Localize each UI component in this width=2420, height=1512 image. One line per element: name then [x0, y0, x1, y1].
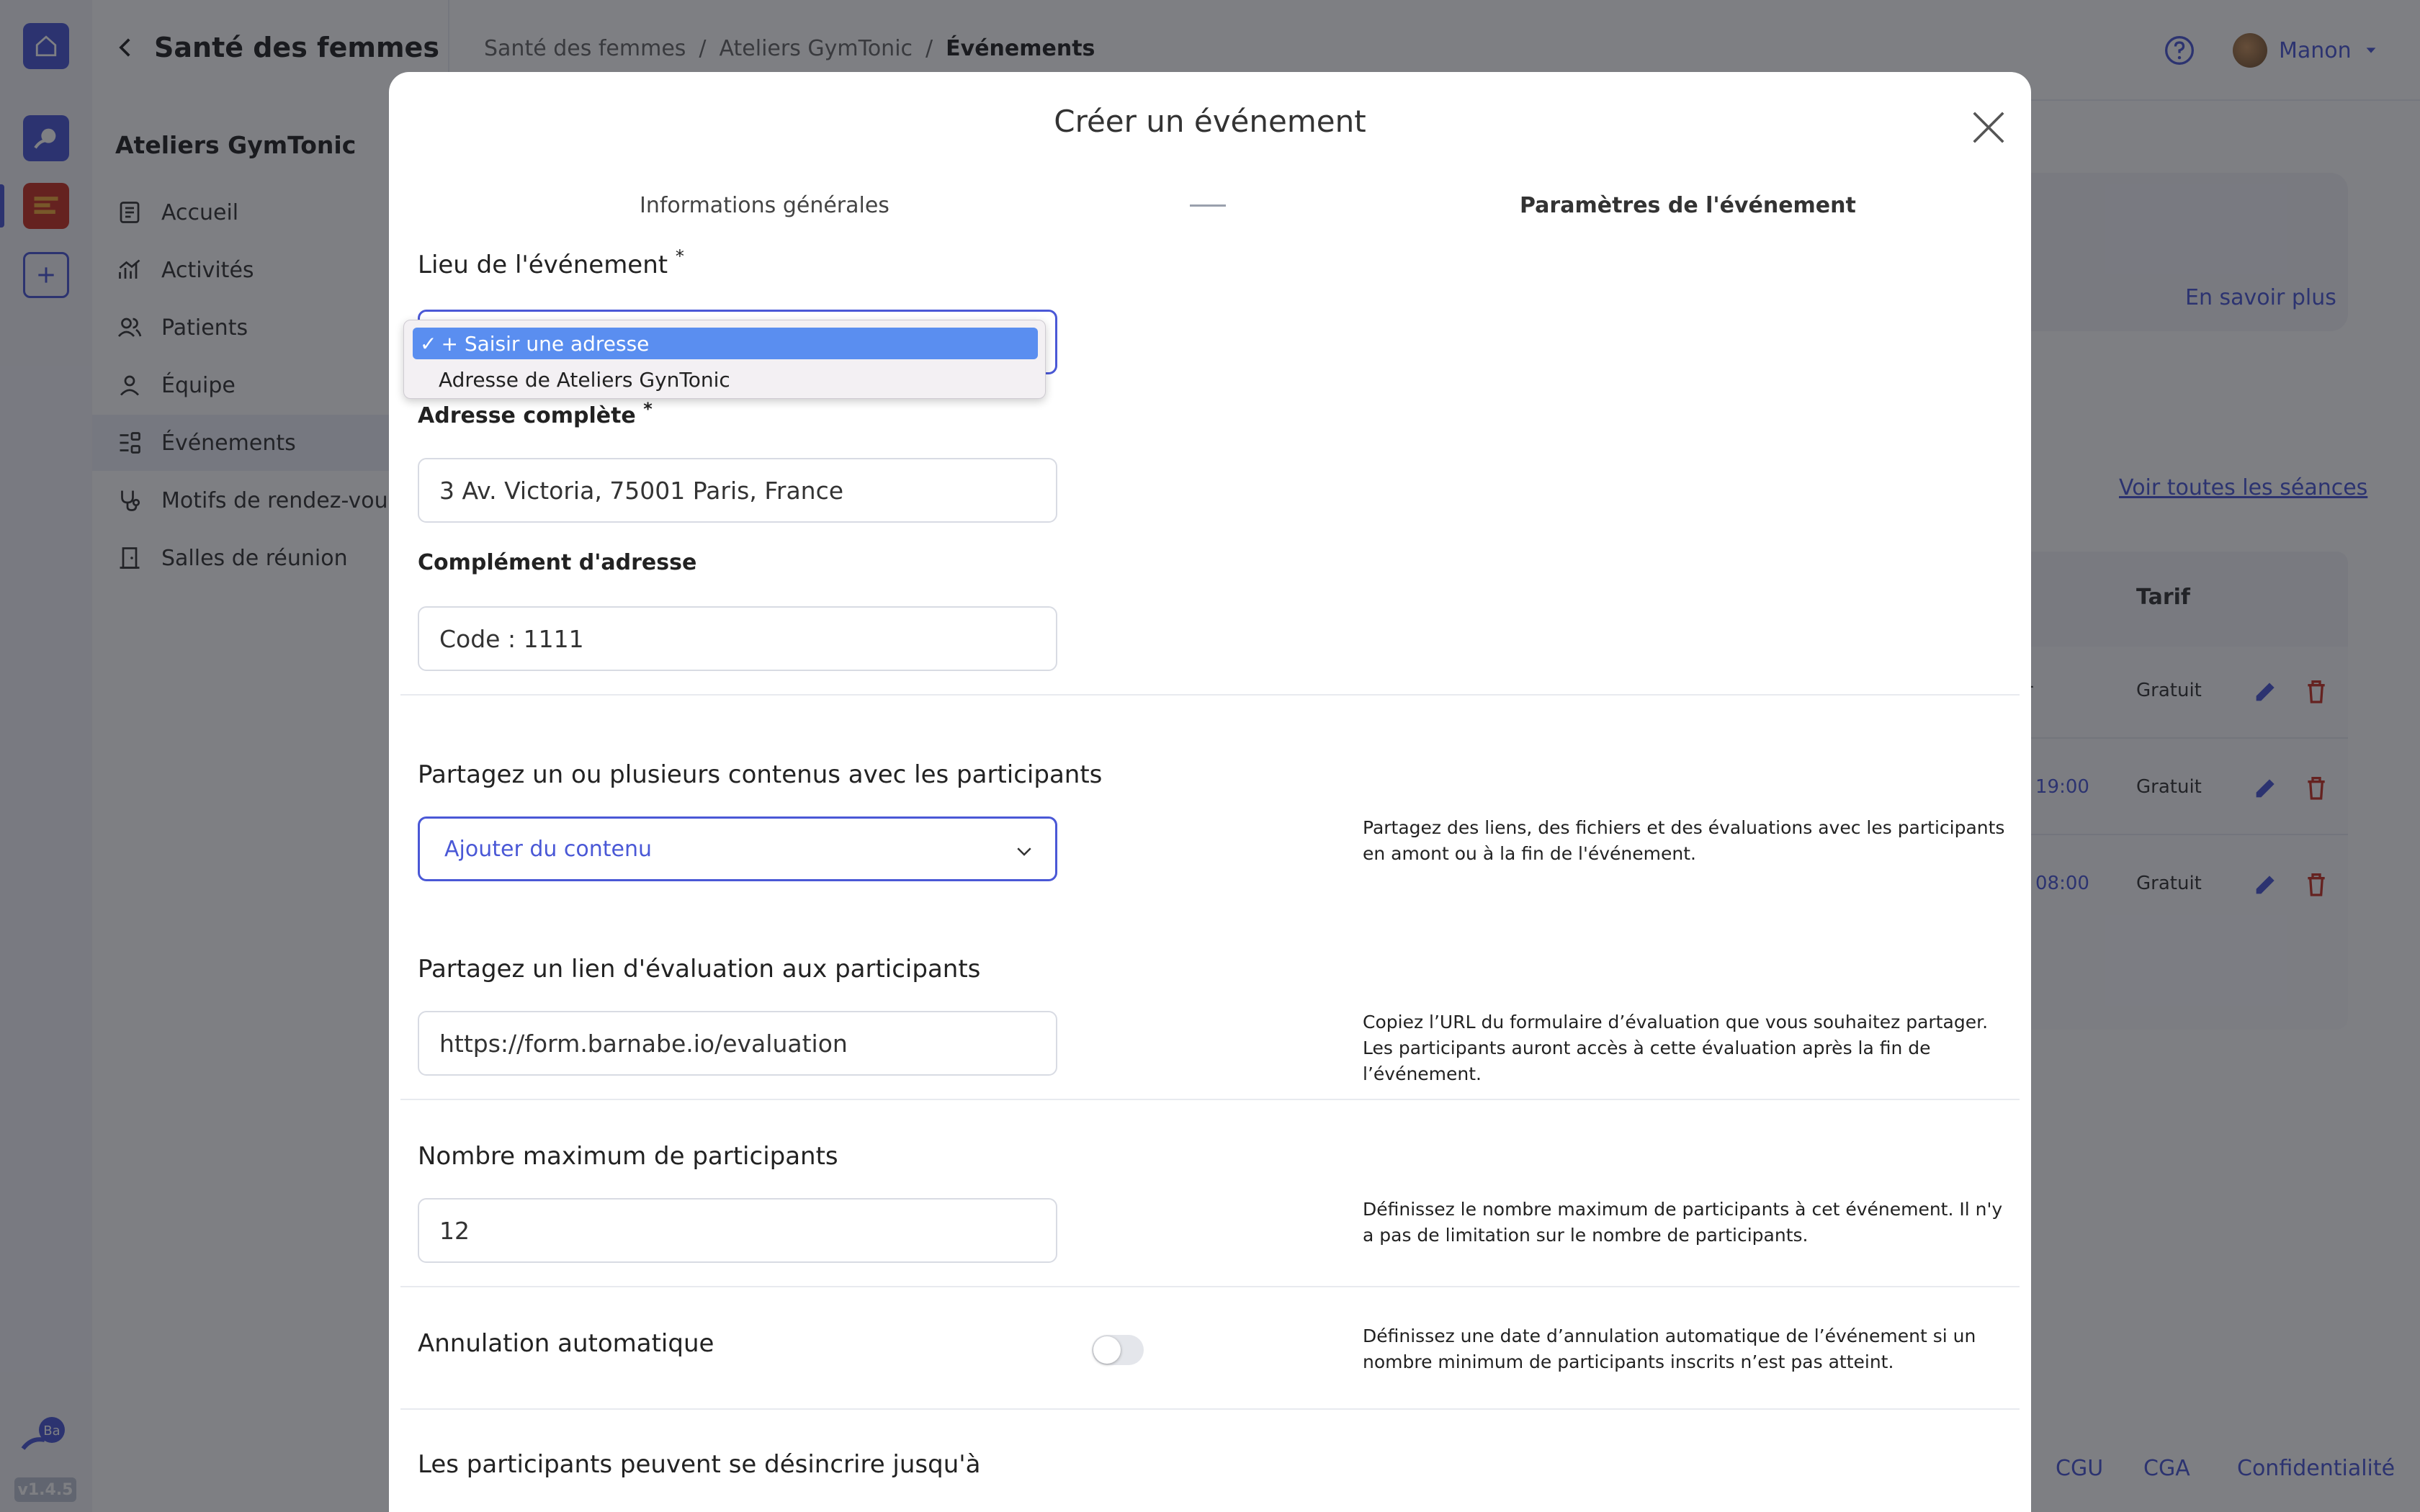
required-mark: * [643, 399, 653, 419]
check-icon: ✓ [420, 331, 437, 356]
auto-cancel-label: Annulation automatique [418, 1329, 714, 1358]
address-label [418, 399, 653, 428]
step-general-info[interactable]: Informations générales [640, 193, 889, 218]
max-participants-input[interactable] [418, 1198, 1057, 1263]
section-divider [400, 694, 2020, 696]
step-separator [1190, 204, 1226, 207]
content-help-text: Partagez des liens, des fichiers et des évaluations avec les participants en amont ou à la fin de l'événement. [1363, 817, 2005, 864]
max-participants-help-text: Définissez le nombre maximum de participants à cet événement. Il n'y a pas de limitation sur le nombre de participants. [1363, 1199, 2003, 1246]
address-complement-input[interactable] [418, 606, 1057, 671]
modal-title: Créer un événement [1054, 104, 1366, 139]
option-label: Adresse de Ateliers GynTonic [439, 367, 730, 392]
add-content-dropdown[interactable] [418, 816, 1057, 881]
section-divider [400, 1286, 2020, 1287]
section-divider [400, 1099, 2020, 1100]
add-content-label: Ajouter du contenu [444, 836, 653, 862]
address-complement-value: Code : 1111 [439, 624, 584, 653]
evaluation-label: Partagez un lien d'évaluation aux participants [418, 955, 981, 984]
auto-cancel-toggle[interactable] [1092, 1335, 1144, 1365]
location-option-enter-address[interactable] [413, 328, 1038, 359]
location-label [418, 246, 684, 279]
unsubscribe-deadline-label: Les participants peuvent se désincrire jusqu'à [418, 1450, 981, 1479]
location-label-text: Lieu de l'événement [418, 251, 668, 279]
address-input[interactable] [418, 458, 1057, 523]
step-event-settings[interactable]: Paramètres de l'événement [1520, 193, 1856, 218]
option-label: + Saisir une adresse [441, 331, 650, 356]
close-icon [1969, 108, 2008, 147]
chevron-down-icon [1013, 840, 1035, 862]
create-event-modal [389, 72, 2031, 1512]
evaluation-url-value: https://form.barnabe.io/evaluation [439, 1029, 848, 1058]
max-participants-value: 12 [439, 1216, 470, 1245]
toggle-knob [1093, 1336, 1121, 1364]
location-option-org-address[interactable] [439, 364, 730, 395]
address-value: 3 Av. Victoria, 75001 Paris, France [439, 476, 844, 505]
evaluation-help-text: Copiez l’URL du formulaire d’évaluation que vous souhaitez partager. Les participants auront accès à cette évaluation après la fin de l’événement. [1363, 1012, 1989, 1084]
section-divider [400, 1408, 2020, 1410]
max-participants-label: Nombre maximum de participants [418, 1142, 838, 1171]
address-complement-label: Complément d'adresse [418, 550, 697, 575]
location-dropdown-list [403, 320, 1046, 399]
address-label-text: Adresse complète [418, 403, 636, 428]
auto-cancel-help-text: Définissez une date d’annulation automatique de l’événement si un nombre minimum de participants inscrits n’est pas atteint. [1363, 1326, 1976, 1372]
required-mark: * [675, 246, 684, 266]
content-label: Partagez un ou plusieurs contenus avec les participants [418, 760, 1103, 789]
evaluation-url-input[interactable] [418, 1011, 1057, 1076]
close-button[interactable] [1966, 105, 2011, 150]
